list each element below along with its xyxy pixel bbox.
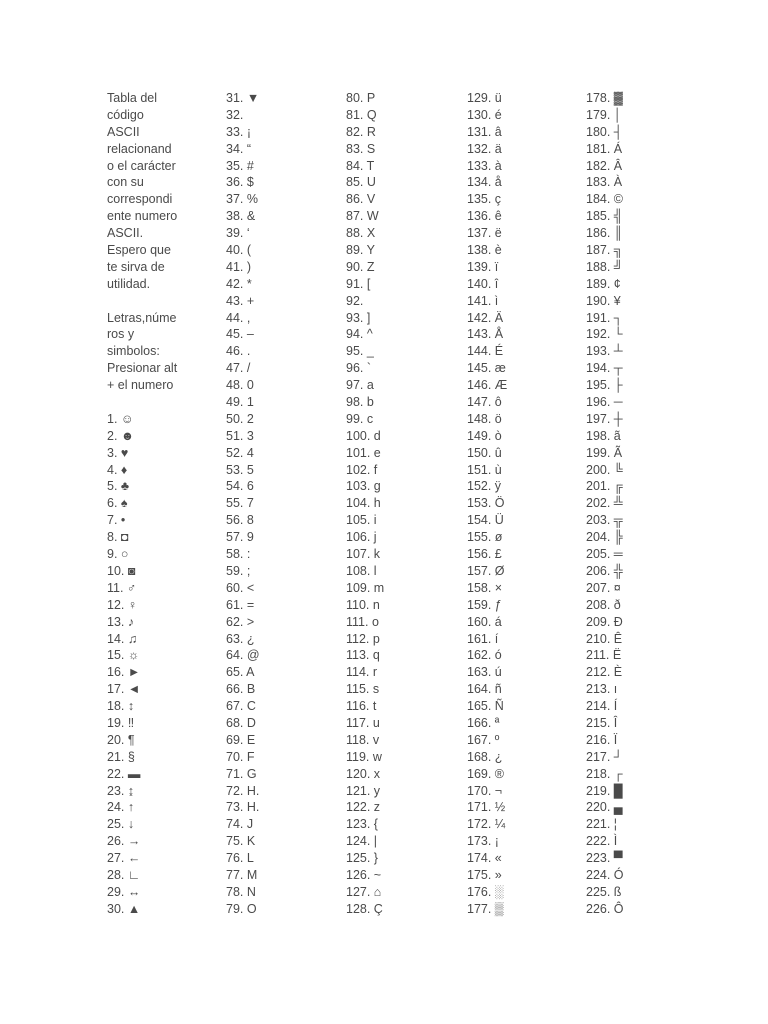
code-entry: 167. º [467,732,500,747]
code-entry: 112. p [346,631,380,646]
code-entry: 99. c [346,411,374,426]
code-entry: 118. v [346,732,380,747]
code-entry: 175. » [467,867,502,882]
code-entry: 168. ¿ [467,749,503,764]
code-entry: 36. $ [226,175,254,190]
code-entry: 143. Å [467,327,504,342]
code-entry: 47. / [226,361,251,376]
code-entry: 152. ÿ [467,479,502,494]
code-entry: 50. 2 [226,411,254,426]
code-entry: 148. ö [467,411,502,426]
code-entry: 68. D [226,715,256,730]
code-entry: 79. O [226,901,257,916]
code-entry: 86. V [346,192,376,207]
code-entry: 179. │ [586,107,622,122]
code-entry: 94. ^ [346,327,373,342]
code-entry: 219. █ [586,783,623,798]
code-entry: 1. ☺ [107,411,134,426]
code-entry: 140. î [467,276,499,291]
code-entry: 92. [346,293,364,308]
code-entry: 33. ¡ [226,124,252,139]
code-entry: 41. ) [226,259,252,274]
code-entry: 145. æ [467,361,506,376]
code-entry: 69. E [226,732,256,747]
code-entry: 218. ┌ [586,766,623,781]
code-entry: 104. h [346,496,381,511]
code-entry: 135. ç [467,192,502,207]
code-entry: 13. ♪ [107,614,135,629]
code-entry: 213. ı [586,682,618,697]
code-entry: 63. ¿ [226,631,255,646]
code-entry: 209. Ð [586,614,623,629]
code-entry: 199. Ã [586,445,623,460]
code-entry: 23. ↨ [107,783,135,798]
code-entry: + el numero [107,378,174,393]
code-entry: 16. ► [107,665,141,680]
code-entry: 117. u [346,715,380,730]
code-entry: 166. ª [467,715,500,730]
code-entry: 114. r [346,665,378,680]
code-entry: 45. – [226,327,254,342]
code-entry: correspondi [107,192,173,207]
code-entry: 15. ☼ [107,648,140,663]
code-entry: 24. ↑ [107,800,135,815]
code-entry: 37. % [226,192,258,207]
code-entry: 80. P [346,91,376,105]
code-entry: 183. À [586,175,623,190]
code-entry: 42. * [226,276,252,291]
code-entry: 30. ▲ [107,901,141,916]
code-entry: 142. Ä [467,310,504,325]
code-entry: 90. Z [346,259,375,274]
code-entry: 38. & [226,209,256,224]
code-entry: 35. # [226,158,254,173]
code-entry: 22. ▬ [107,766,141,781]
column-4 [467,90,572,918]
code-entry: 56. 8 [226,513,254,528]
code-entry: 116. t [346,699,377,714]
code-entry: 187. ╗ [586,243,623,258]
code-entry: 5. ♣ [107,479,130,494]
code-list-31-79 [226,90,331,918]
code-entry: 55. 7 [226,496,254,511]
code-entry: 7. • [107,513,126,528]
code-entry: utilidad. [107,276,151,291]
code-entry: 62. > [226,614,255,629]
column-5 [586,90,691,918]
code-entry: 150. û [467,445,502,460]
code-entry: 19. ‼ [107,715,135,730]
code-list-178-226 [586,90,691,918]
code-entry: 29. ↔ [107,884,141,899]
code-entry: 178. ▓ [586,91,623,105]
code-entry: 46. . [226,344,251,359]
code-entry: 162. ó [467,648,502,663]
code-entry: 8. ◘ [107,530,129,545]
code-entry: ASCII [107,124,140,139]
code-entry: 133. à [467,158,502,173]
code-entry: 221. ¦ [586,817,618,832]
code-entry: 181. Á [586,141,623,156]
intro-text [107,90,207,293]
code-entry: 154. Ü [467,513,504,528]
code-entry: 82. R [346,124,376,139]
code-entry: 128. Ç [346,901,383,916]
code-entry: 74. J [226,817,254,832]
code-entry: Tabla del [107,91,158,105]
code-entry: 96. ` [346,361,372,376]
code-entry: 210. Ê [586,631,623,646]
code-entry: 32. [226,107,244,122]
code-entry: 25. ↓ [107,817,135,832]
code-entry: 193. ┴ [586,344,623,359]
code-entry: 225. ß [586,884,622,899]
code-entry: 170. ¬ [467,783,503,798]
code-entry: 185. ╣ [586,209,623,224]
code-entry: con su [107,175,144,190]
code-entry: 123. { [346,817,378,832]
code-entry: 138. è [467,243,502,258]
code-list-129-177 [467,90,572,918]
code-entry: 72. H. [226,783,260,798]
code-entry: 204. ╠ [586,530,623,545]
code-entry: 222. Ì [586,834,618,849]
code-entry: 186. ║ [586,226,623,241]
code-entry: 146. Æ [467,378,508,393]
code-entry: 129. ü [467,91,502,105]
spacer [107,394,207,411]
code-entry: 180. ┤ [586,124,623,139]
code-entry: 89. Y [346,243,375,258]
code-entry: 115. s [346,682,380,697]
code-entry: 126. ~ [346,867,382,882]
code-entry: 189. ¢ [586,276,621,291]
code-entry: 192. └ [586,327,623,342]
code-entry: 10. ◙ [107,563,136,578]
code-entry: 220. ▄ [586,800,623,815]
code-entry: 177. ▒ [467,901,504,916]
code-entry: 44. , [226,310,251,325]
code-entry: 147. ô [467,395,502,410]
code-entry: 120. x [346,766,381,781]
code-entry: 17. ◄ [107,682,141,697]
code-entry: 122. z [346,800,381,815]
code-entry: 151. ù [467,462,502,477]
code-entry: 78. N [226,884,256,899]
code-entry: 2. ☻ [107,428,135,443]
code-entry: 31. ▼ [226,91,260,105]
code-entry: 60. < [226,580,255,595]
code-entry: 215. Î [586,715,618,730]
code-entry: 197. ┼ [586,411,623,426]
code-entry: 70. F [226,749,255,764]
code-entry: 51. 3 [226,428,254,443]
code-entry: 161. í [467,631,499,646]
code-entry: 211. Ë [586,648,622,663]
code-entry: 207. ¤ [586,580,621,595]
code-entry: 169. ® [467,766,505,781]
code-entry: 111. o [346,614,379,629]
code-entry: 85. U [346,175,376,190]
code-entry: 49. 1 [226,395,254,410]
code-entry: 216. Ï [586,732,618,747]
code-entry: 182. Â [586,158,623,173]
code-list-80-128 [346,90,451,918]
code-entry: relacionand [107,141,172,156]
code-entry: 205. ═ [586,547,623,562]
code-entry: 173. ¡ [467,834,499,849]
code-entry: 144. É [467,344,504,359]
code-entry: 66. B [226,682,256,697]
instruction-text [107,310,207,394]
code-entry: 212. È [586,665,623,680]
code-entry: 87. W [346,209,379,224]
code-entry: 12. ♀ [107,597,138,612]
code-entry: 131. â [467,124,502,139]
code-entry: 217. ┘ [586,749,623,764]
code-entry: 75. K [226,834,256,849]
code-entry: 39. ‘ [226,226,250,241]
code-entry: 67. C [226,699,256,714]
code-entry: 214. Í [586,699,618,714]
code-entry: 141. ì [467,293,499,308]
code-entry: 105. i [346,513,377,528]
code-entry: 52. 4 [226,445,254,460]
code-entry: 208. ð [586,597,621,612]
code-entry: 200. ╚ [586,462,623,477]
code-entry: 125. } [346,851,378,866]
code-entry: 176. ░ [467,884,504,899]
code-entry: 190. ¥ [586,293,621,308]
code-entry: 226. Ô [586,901,624,916]
code-entry: 202. ╩ [586,496,623,511]
code-entry: 21. § [107,749,135,764]
code-entry: 40. ( [226,243,252,258]
code-entry: 127. ⌂ [346,884,382,899]
code-entry: 59. ; [226,563,251,578]
code-entry: 11. ♂ [107,580,137,595]
code-entry: ente numero [107,209,178,224]
code-entry: 113. q [346,648,380,663]
code-entry: 43. + [226,293,255,308]
code-entry: 84. T [346,158,375,173]
code-entry: 198. ã [586,428,621,443]
code-entry: 172. ¼ [467,817,506,832]
code-entry: 206. ╬ [586,563,623,578]
code-entry: Espero que [107,243,171,258]
code-entry: 97. a [346,378,374,393]
code-entry: 48. 0 [226,378,254,393]
code-entry: 201. ╔ [586,479,623,494]
code-entry: 3. ♥ [107,445,129,460]
code-entry: 27. ← [107,851,141,866]
code-entry: código [107,107,144,122]
code-entry: 14. ♫ [107,631,138,646]
code-list-1-30 [107,411,207,918]
code-entry: 77. M [226,867,258,882]
code-entry: 139. ï [467,259,499,274]
code-entry: 81. Q [346,107,377,122]
code-entry: 64. @ [226,648,260,663]
code-entry: 28. ∟ [107,867,141,882]
code-entry: 156. £ [467,547,502,562]
code-entry: 58. : [226,547,251,562]
code-entry: 188. ╝ [586,259,623,274]
code-entry: 34. “ [226,141,252,156]
code-entry: Presionar alt [107,361,178,376]
code-entry: 137. ë [467,226,502,241]
code-entry: 174. « [467,851,502,866]
code-entry: 4. ♦ [107,462,128,477]
code-entry: 53. 5 [226,462,254,477]
code-entry: 107. k [346,547,381,562]
column-3 [346,90,451,918]
code-entry: 102. f [346,462,378,477]
code-entry: 54. 6 [226,479,254,494]
code-entry: 153. Ö [467,496,505,511]
code-entry: 106. j [346,530,377,545]
code-entry: 88. X [346,226,376,241]
code-entry: 184. © [586,192,624,207]
code-entry: 93. ] [346,310,371,325]
code-entry: 65. A [226,665,255,680]
spacer [107,293,207,310]
code-entry: 196. ─ [586,395,623,410]
code-entry: 91. [ [346,276,371,291]
column-2 [226,90,331,918]
code-entry: 136. ê [467,209,502,224]
code-entry: 76. L [226,851,254,866]
code-entry: o el carácter [107,158,176,173]
code-entry: 98. b [346,395,374,410]
code-entry: 157. Ø [467,563,505,578]
code-entry: 61. = [226,597,255,612]
code-entry: 158. × [467,580,503,595]
code-entry: ros y [107,327,135,342]
code-entry: 26. → [107,834,141,849]
code-entry: 163. ú [467,665,502,680]
code-entry: 100. d [346,428,381,443]
code-entry: 165. Ñ [467,699,504,714]
code-entry: 108. l [346,563,377,578]
code-entry: 171. ½ [467,800,506,815]
code-entry: 6. ♠ [107,496,128,511]
code-entry: simbolos: [107,344,160,359]
code-entry: 109. m [346,580,385,595]
code-entry: 195. ├ [586,378,623,393]
code-entry: ASCII. [107,226,144,241]
code-entry: Letras,núme [107,310,177,325]
code-entry: 73. H. [226,800,260,815]
code-entry: 223. ▀ [586,851,623,866]
code-entry: te sirva de [107,259,165,274]
code-entry: 71. G [226,766,257,781]
code-entry: 130. é [467,107,502,122]
column-1 [107,90,207,918]
code-entry: 95. _ [346,344,374,359]
code-entry: 121. y [346,783,381,798]
code-entry: 224. Ó [586,867,624,882]
code-entry: 194. ┬ [586,361,623,376]
code-entry: 124. | [346,834,378,849]
code-entry: 149. ò [467,428,502,443]
code-entry: 9. ○ [107,547,129,562]
code-entry: 164. ñ [467,682,502,697]
code-entry: 160. á [467,614,502,629]
code-entry: 132. ä [467,141,502,156]
code-entry: 119. w [346,749,382,764]
code-entry: 101. e [346,445,381,460]
code-entry: 155. ø [467,530,503,545]
code-entry: 57. 9 [226,530,254,545]
code-entry: 83. S [346,141,376,156]
code-entry: 18. ↕ [107,699,135,714]
code-entry: 110. n [346,597,380,612]
code-entry: 134. å [467,175,502,190]
code-entry: 103. g [346,479,381,494]
code-entry: 159. ƒ [467,597,502,612]
code-entry: 203. ╦ [586,513,623,528]
code-entry: 20. ¶ [107,732,135,747]
code-entry: 191. ┐ [586,310,623,325]
